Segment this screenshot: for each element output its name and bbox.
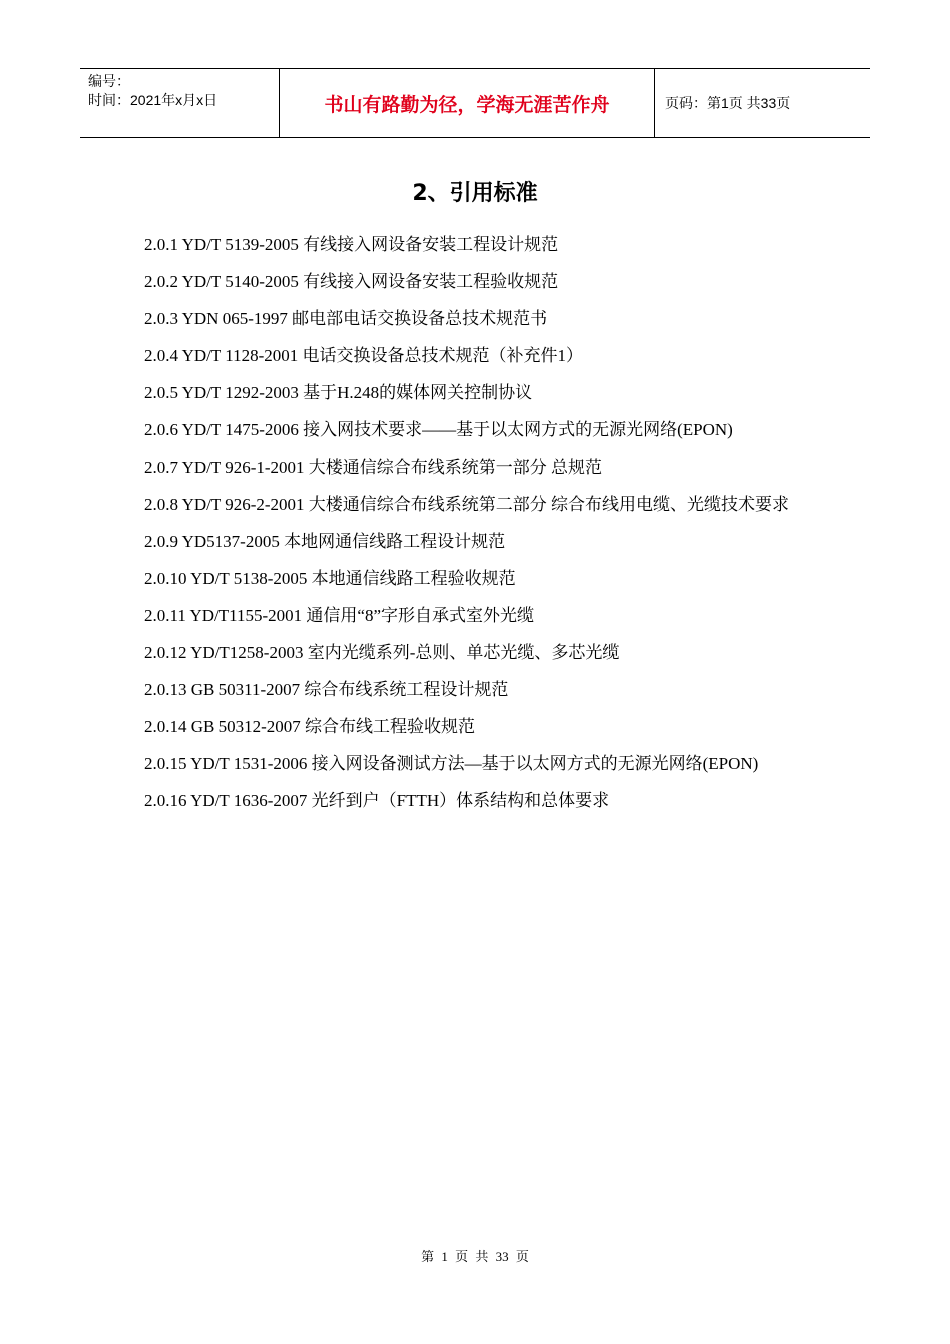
reference-item: 2.0.7 YD/T 926-1-2001 大楼通信综合布线系统第一部分 总规范 <box>144 457 603 477</box>
reference-item: 2.0.2 YD/T 5140-2005 有线接入网设备安装工程验收规范 <box>144 272 559 292</box>
reference-item: 2.0.14 GB 50312-2007 综合布线工程验收规范 <box>144 717 476 737</box>
reference-item: 2.0.10 YD/T 5138-2005 本地通信线路工程验收规范 <box>144 568 516 588</box>
section-title: 2、引用标准 <box>412 181 538 206</box>
reference-list <box>144 226 808 820</box>
reference-item: 2.0.15 YD/T 1531-2006 接入网设备测试方法—基于以太网方式的无源光网络(EPON) <box>144 754 759 774</box>
page-header <box>80 68 870 138</box>
document-number-label: 编号： <box>88 73 130 89</box>
page-footer: 第 1 页 共 33 页 <box>421 1249 529 1264</box>
reference-item: 2.0.5 YD/T 1292-2003 基于H.248的媒体网关控制协议 <box>144 383 533 403</box>
reference-item: 2.0.12 YD/T1258-2003 室内光缆系列-总则、单芯光缆、多芯光缆 <box>144 643 620 663</box>
reference-item: 2.0.8 YD/T 926-2-2001 大楼通信综合布线系统第二部分 综合布线用电缆、光缆技术要求 <box>144 494 790 514</box>
reference-item: 2.0.16 YD/T 1636-2007 光纤到户（FTTH）体系结构和总体要求 <box>144 791 610 811</box>
reference-item: 2.0.13 GB 50311-2007 综合布线系统工程设计规范 <box>144 680 509 700</box>
document-date: 时间：2021年x月x日 <box>88 92 218 108</box>
reference-item: 2.0.11 YD/T1155-2001 通信用“8”字形自承式室外光缆 <box>144 605 535 625</box>
reference-item: 2.0.6 YD/T 1475-2006 接入网技术要求——基于以太网方式的无源光网络(EPON) <box>144 420 733 440</box>
header-page-info: 页码：第1页 共33页 <box>665 95 791 111</box>
reference-item: 2.0.9 YD5137-2005 本地网通信线路工程设计规范 <box>144 531 506 551</box>
reference-item: 2.0.4 YD/T 1128-2001 电话交换设备总技术规范（补充件1） <box>144 346 584 366</box>
reference-item: 2.0.3 YDN 065-1997 邮电部电话交换设备总技术规范书 <box>144 309 548 329</box>
header-meta <box>80 69 280 137</box>
header-motto: 书山有路勤为径，学海无涯苦作舟 <box>280 69 655 137</box>
reference-item: 2.0.1 YD/T 5139-2005 有线接入网设备安装工程设计规范 <box>144 235 559 254</box>
